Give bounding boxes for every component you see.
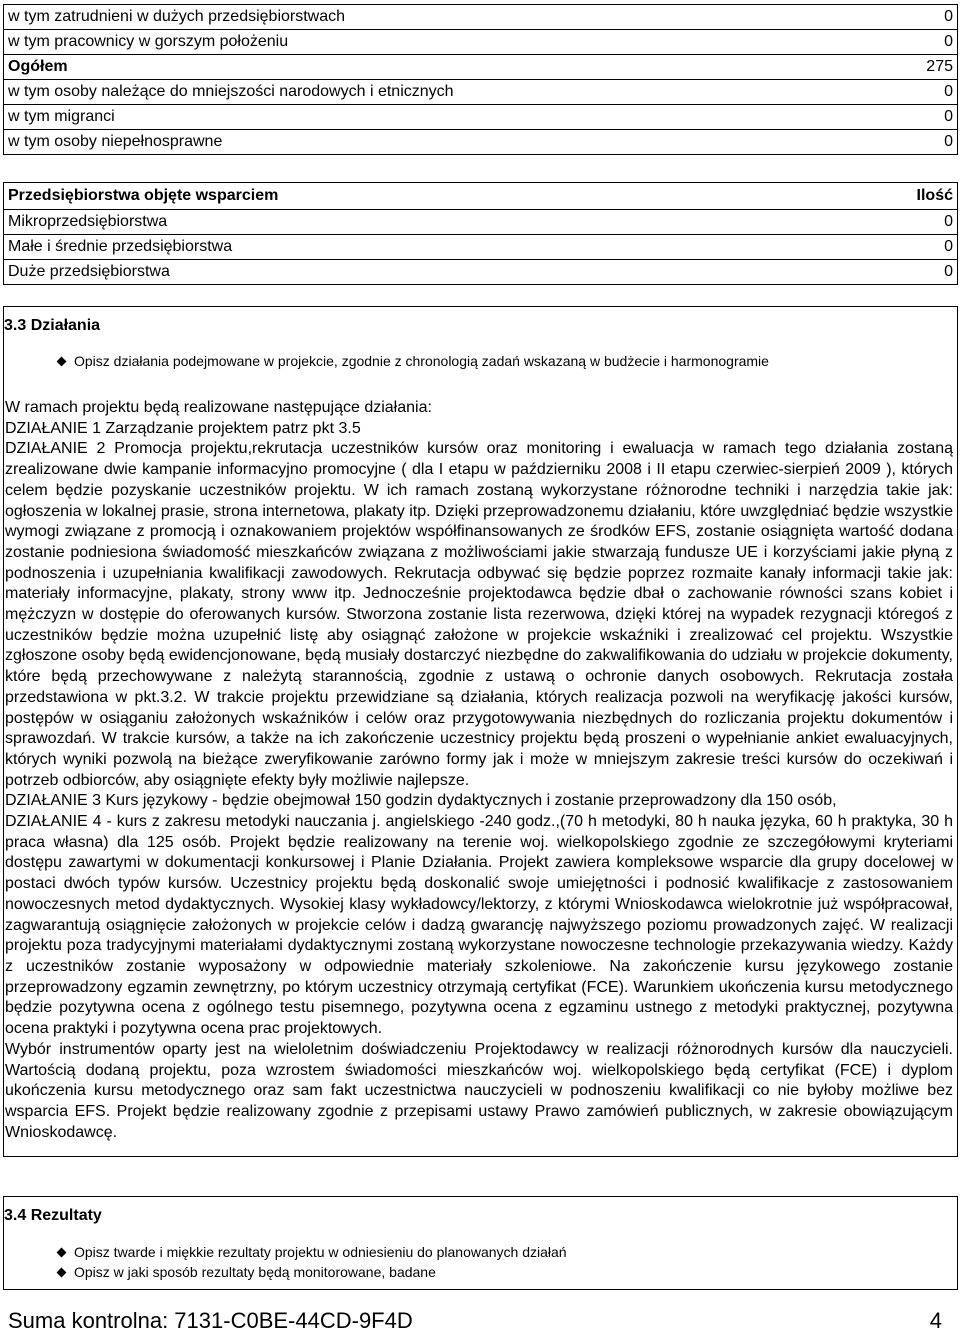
instruction-text: Opisz działania podejmowane w projekcie, zgodnie z chronologią zadań wskazaną w budżecie i harmonogramie [74, 353, 769, 369]
page-number: 4 [929, 1308, 942, 1333]
results-bullet [58, 1244, 567, 1260]
results-bullet-text: Opisz twarde i miękkie rezultaty projektu w odniesieniu do planowanych działań [74, 1244, 567, 1260]
row-value: 0 [889, 130, 958, 155]
table-row [4, 55, 958, 80]
row-value-total: 275 [889, 55, 958, 80]
row-value: 0 [889, 260, 958, 285]
diamond-bullet-icon [57, 356, 67, 366]
paragraph: DZIAŁANIE 3 Kurs językowy - będzie obejmował 150 godzin dydaktycznych i zostanie przeprowadzony dla 150 osób, [5, 792, 837, 810]
row-label: Małe i średnie przedsiębiorstwa [4, 235, 890, 260]
row-label: w tym osoby niepełnosprawne [4, 130, 890, 155]
checksum-footer: Suma kontrolna: 7131-C0BE-44CD-9F4D [8, 1308, 413, 1333]
row-label: w tym migranci [4, 105, 890, 130]
paragraph: DZIAŁANIE 4 - kurs z zakresu metodyki nauczania j. angielskiego -240 godz.,(70 h metodyki, 80 h nauka języka, 60 h praktyka, 30 h praca własna) dla 125 osób. Projekt będzie realizowany na terenie woj. wielkopolskiego zgodnie ze szczegółowymi kryteriami dostępu zawartymi w dokumentacji konkursowej i Planie Działania. Projekt zawiera kompleksowe wsparcie dla grupy docelowej w postaci dwóch typów kursów. Uczestnicy projektu będą doskonalić swoje umiejętności i podnosić kwalifikacje z zastosowaniem nowoczesnych metod dydaktycznych. Wysokiej klasy wykładowcy/lektorzy, z którymi Wnioskodawca wielokrotnie już współpracował, zagwarantują osiągnięcie założonych w projekcie celów i dadzą gwarancję najwyższego poziomu prowadzonych zajęć. W realizacji projektu poza tradycyjnymi materiałami dydaktycznymi zostaną wykorzystane nowoczesne technologie przekazywania wiedzy. Każdy z uczestników zostanie wyposażony w odpowiednie materiały szkoleniowe. Na zakończenie kursu językowego zostanie przeprowadzony egzamin zewnętrzny, po którym uczestnicy otrzymają certyfikat (FCE). Warunkiem ukończenia kursu metodycznego będzie pozytywna ocena z ogólnego testu pisemnego, pozytywna ocena z egzaminu ustnego z metodyki praktycznej, pozytywna ocena praktyki i pozytywna ocena prac projektowych. [5, 813, 953, 1038]
header-label: Przedsiębiorstwa objęte wsparciem [4, 183, 890, 210]
results-bullet [58, 1264, 436, 1280]
diamond-bullet-icon [57, 1247, 67, 1257]
table-row [4, 30, 958, 55]
diamond-bullet-icon [57, 1267, 67, 1277]
row-value: 0 [889, 80, 958, 105]
table-row [4, 5, 958, 30]
row-label: Duże przedsiębiorstwa [4, 260, 890, 285]
table-header-row [4, 183, 958, 210]
table-row [4, 80, 958, 105]
instruction-bullet [58, 353, 769, 369]
section-title-results: 3.4 Rezultaty [4, 1207, 102, 1224]
paragraph: DZIAŁANIE 1 Zarządzanie projektem patrz pkt 3.5 [5, 419, 361, 437]
row-label: w tym pracownicy w gorszym położeniu [4, 30, 890, 55]
paragraph: Wybór instrumentów oparty jest na wieloletnim doświadczeniu Projektodawcy w realizacji różnorodnych kursów dla nauczycieli. Wartością dodaną projektu, poza wzrostem świadomości mieszkańców woj. wielkopolskiego będą certyfikat (FCE) i dyplom ukończenia kursu metodycznego oraz sam fakt uczestnictwa nauczycieli w podnoszeniu kwalifikacji co nie byłoby możliwe bez wsparcia EFS. Projekt będzie realizowany zgodnie z przepisami ustawy Prawo zamówień publicznych, w zakresie obowiązującym Wnioskodawcę. [5, 1040, 953, 1141]
actions-description [5, 398, 953, 1143]
header-value: Ilość [889, 183, 958, 210]
section-title-actions: 3.3 Działania [4, 317, 101, 334]
row-value: 0 [889, 5, 958, 30]
results-bullet-text: Opisz w jaki sposób rezultaty będą monitorowane, badane [74, 1264, 436, 1280]
paragraph: W ramach projektu będą realizowane następujące działania: [5, 399, 432, 416]
row-value: 0 [889, 105, 958, 130]
row-value: 0 [889, 235, 958, 260]
enterprises-table [3, 182, 958, 285]
participants-table [3, 4, 958, 155]
paragraph: DZIAŁANIE 2 Promocja projektu,rekrutacja uczestników kursów oraz monitoring i ewaluacja w ramach tego działania zostaną zrealizowane dwie kampanie informacyjno promocyjne ( dla I etapu w październiku 2008 i II etapu czerwiec-sierpień 2009 ), których celem będzie pozyskanie uczestników projektu. W ich ramach zostaną wykorzystane różnorodne techniki i narzędzia takie jak: ogłoszenia w lokalnej prasie, strona internetowa, plakaty itp. Dzięki przeprowadzonemu działaniu, które uwzględniać będzie wszystkie wymogi związane z promocją i oznakowaniem projektów współfinansowanych ze środków EFS, zostanie osiągnięta wartość dodana zostanie podniesiona świadomość mieszkańców związana z możliwościami jakie stwarzają fundusze UE i korzyściami jakie płyną z podnoszenia i uzupełniania kwalifikacji zawodowych. Rekrutacja odbywać się będzie poprzez rozmaite kanały informacji takie jak: materiały informacyjne, plakaty, strony www itp. Jednocześnie projektodawca będzie dbał o zachowanie równości szans kobiet i mężczyzn w dostępie do oferowanych kursów. Stworzona zostanie lista rezerwowa, dzięki której na wypadek rezygnacji któregoś z uczestników będzie można uzupełnić listę aby osiągnąć założone w projekcie wskaźniki i zrealizować cel projektu. Wszystkie zgłoszone osoby będą ewidencjonowane, będą musiały dostarczyć niezbędne do zakwalifikowania do udziału w projekcie dokumenty, które będą przechowywane z należytą starannością, zgodnie z ustawą o ochronie danych osobowych. Rekrutacja została przedstawiona w pkt.3.2. W trakcie projektu przewidziane są działania, których realizacja pozwoli na weryfikację jakości kursów, postępów w osiąganiu założonych wskaźników i celów oraz przygotowywania niezbędnych do rozliczania projektu dokumentów i sprawozdań. W trakcie kursów, a także na ich zakończenie uczestnicy projektu będą proszeni o wypełnianie ankiet ewaluacyjnych, których wyniki pozwolą na bieżące zweryfikowanie zarówno formy jak i może w mniejszym zakresie treści kursów do oczekiwań i potrzeb odbiorców, aby osiągnięte efekty były możliwie najlepsze. [5, 440, 953, 789]
table-row [4, 105, 958, 130]
table-row [4, 210, 958, 235]
row-label-total: Ogółem [4, 55, 890, 80]
row-label: w tym zatrudnieni w dużych przedsiębiorstwach [4, 5, 890, 30]
row-label: w tym osoby należące do mniejszości narodowych i etnicznych [4, 80, 890, 105]
row-value: 0 [889, 210, 958, 235]
row-value: 0 [889, 30, 958, 55]
table-row [4, 260, 958, 285]
table-row [4, 130, 958, 155]
table-row [4, 235, 958, 260]
row-label: Mikroprzedsiębiorstwa [4, 210, 890, 235]
